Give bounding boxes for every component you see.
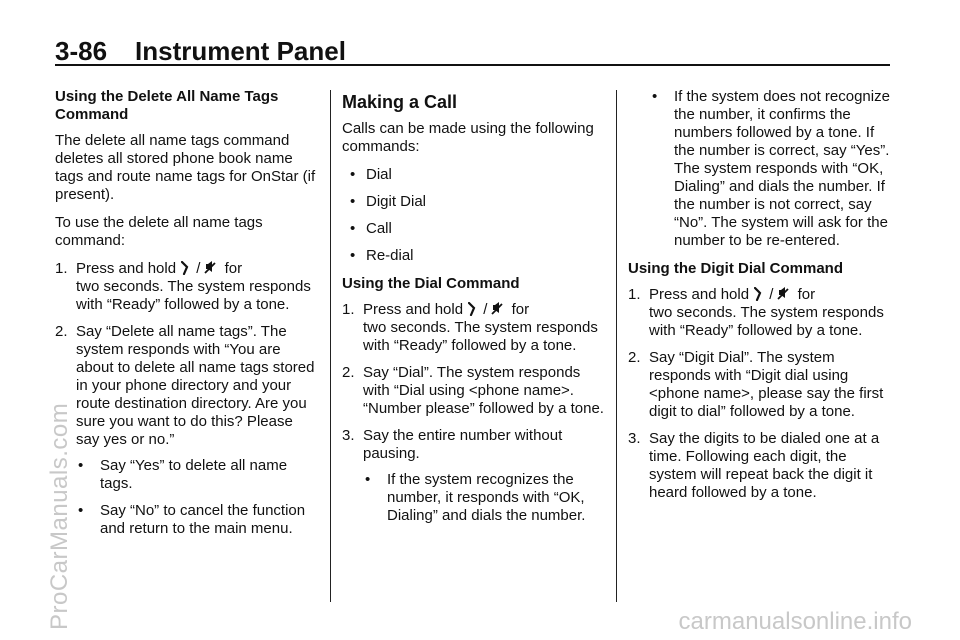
page-number: 3-86 [55,36,108,66]
list-item: 1. Press and hold / for two seconds. The system responds with “Ready” followed by a tone. [628,286,884,339]
page-header [55,16,890,66]
digit-dial-heading: Using the Digit Dial Command [628,260,844,277]
section-title: Making a Call [342,92,458,112]
paragraph: To use the delete all name tags command: [55,214,263,249]
end-call-mute-icon [491,301,503,319]
push-to-talk-icon [753,286,765,304]
column-2 [342,88,608,534]
list-item: • Digit Dial [350,193,427,210]
dial-command-heading: Using the Dial Command [342,275,520,292]
steps-list [55,260,317,538]
list-item: 3. Say the digits to be dialed one at a time. Following each digit, the system will repeat back the digit it heard followed by a tone. [628,430,880,501]
list-item: • If the system recognizes the number, it responds with “OK, Dialing” and dials the number. [365,471,586,524]
bottom-watermark: carmanualsonline.info [678,608,912,635]
list-item: 2. Say “Dial”. The system responds with “Dial using <phone name>. “Number please” followed by a tone. [342,364,604,417]
sub-bullet-list [363,471,608,525]
list-item: 1. Press and hold / for two seconds. The system responds with “Ready” followed by a tone. [55,260,311,313]
list-item: 2. Say “Digit Dial”. The system responds with “Digit dial using <phone name>, please say the first digit to dial” followed by a tone. [628,349,884,420]
list-item: • Call [350,220,392,237]
paragraph: The delete all name tags command deletes all stored phone book name tags and route name tags for OnStar (if present). [55,132,316,203]
delete-all-heading: Using the Delete All Name Tags Command [55,88,279,123]
push-to-talk-icon [180,260,192,278]
list-item: • Re-dial [350,247,414,264]
list-item: • Dial [350,166,392,183]
column-3 [628,88,890,511]
page-title: Instrument Panel [135,36,346,66]
list-item: 3. Say the entire number without pausing. • If the system recognizes the number, it responds with “OK, Dialing” and dials the number. [342,427,608,525]
column-1 [55,88,317,547]
push-to-talk-icon [467,301,479,319]
list-item: 1. Press and hold / for two seconds. The system responds with “Ready” followed by a tone. [342,301,598,354]
list-item: • Say “Yes” to delete all name tags. [78,457,288,492]
commands-list [342,166,608,265]
end-call-mute-icon [204,260,216,278]
list-item: 2. Say “Delete all name tags”. The system responds with “You are about to delete all name tags stored in your phone directory and your route destination directory. Are you sure you want to do this? Please say yes or no.” • Say “Yes” to delete all name tags. • Say “No” to cancel the function and return to the main menu. [55,323,317,538]
list-item: • If the system does not recognize the number, it confirms the numbers followed by a tone. If the number is correct, say “Yes”. The system responds with “OK, Dialing” and dials the number. If the number is not correct, say “No”. The system will ask for the number to be re-entered. [652,88,890,249]
sub-bullet-list [76,457,317,538]
end-call-mute-icon [777,286,789,304]
column-divider [330,90,331,602]
column-divider [616,90,617,602]
side-watermark: ProCarManuals.com [46,402,73,630]
bullet-list [628,88,890,250]
steps-list [342,301,608,525]
paragraph: Calls can be made using the following commands: [342,120,594,155]
steps-list [628,286,890,502]
list-item: • Say “No” to cancel the function and return to the main menu. [78,502,306,537]
